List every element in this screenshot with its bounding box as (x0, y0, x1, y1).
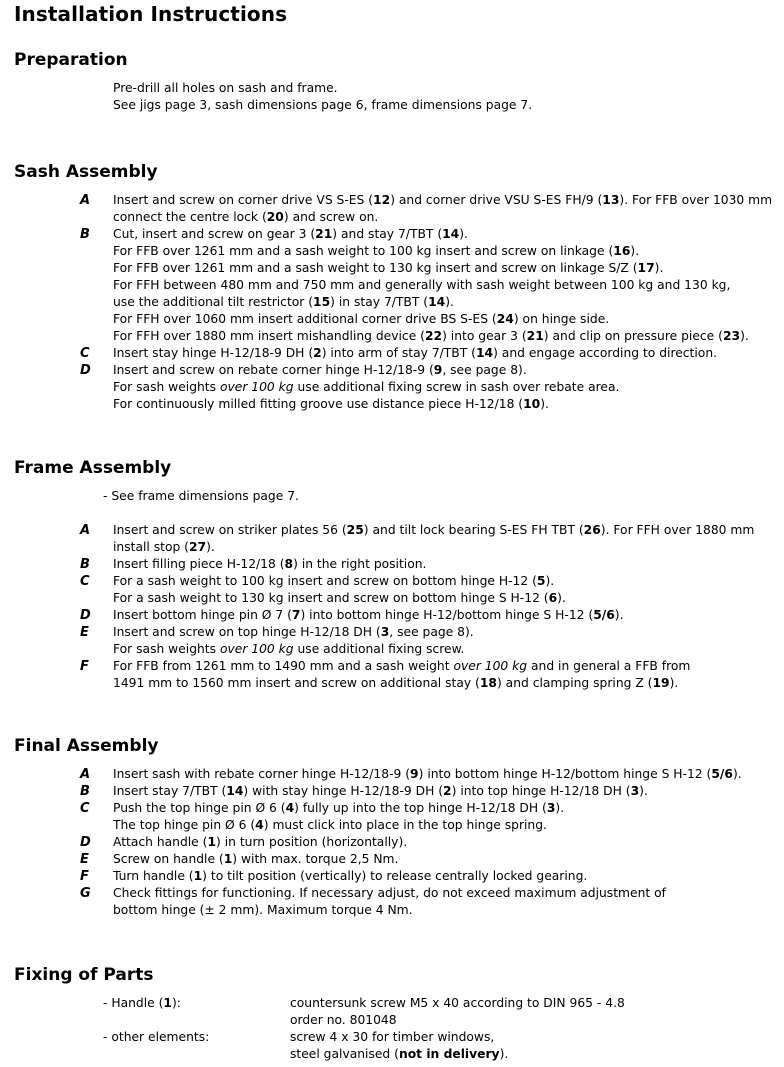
instruction-line: Insert and screw on rebate corner hinge H-12/18-9 (9, see page 8). (113, 363, 527, 377)
other-elements-label: - other elements: (103, 1030, 210, 1044)
instruction-line: Insert filling piece H-12/18 (8) in the right position. (113, 557, 427, 571)
instruction-line: For FFH between 480 mm and 750 mm and generally with sash weight between 100 kg and 130 kg, (113, 278, 731, 292)
frame-note: - See frame dimensions page 7. (103, 489, 299, 503)
instruction-line: Screw on handle (1) with max. torque 2,5 Nm. (113, 852, 399, 866)
instruction-line: The top hinge pin Ø 6 (4) must click into place in the top hinge spring. (113, 818, 547, 832)
instruction-line: Insert stay hinge H-12/18-9 DH (2) into arm of stay 7/TBT (14) and engage according to direction. (113, 346, 718, 360)
other-screw-spec: screw 4 x 30 for timber windows, (290, 1030, 495, 1044)
instruction-line: Insert bottom hinge pin Ø 7 (7) into bottom hinge H-12/bottom hinge S H-12 (5/6). (113, 608, 624, 622)
step-label: D (80, 608, 91, 623)
instruction-line: Turn handle (1) to tilt position (vertically) to release centrally locked gearing. (113, 869, 588, 883)
step-label: E (80, 625, 89, 640)
instruction-line: Attach handle (1) in turn position (horizontally). (113, 835, 408, 849)
step-label: C (80, 574, 90, 589)
instruction-line: For sash weights over 100 kg use additional fixing screw. (113, 642, 465, 656)
instruction-line: For a sash weight to 130 kg insert and screw on bottom hinge S H-12 (6). (113, 591, 566, 605)
instruction-line: Insert and screw on top hinge H-12/18 DH (3, see page 8). (113, 625, 474, 639)
instruction-line: Insert stay 7/TBT (14) with stay hinge H-12/18-9 DH (2) into top hinge H-12/18 DH (3). (113, 784, 648, 798)
instruction-line: use the additional tilt restrictor (15) in stay 7/TBT (14). (113, 295, 454, 309)
preparation-heading: Preparation (14, 50, 128, 70)
step-label: F (80, 659, 89, 674)
instruction-line: install stop (27). (113, 540, 215, 554)
step-label: B (80, 784, 90, 799)
instruction-line: 1491 mm to 1560 mm insert and screw on additional stay (18) and clamping spring Z (19). (113, 676, 679, 690)
instruction-line: Insert and screw on corner drive VS S-ES (12) and corner drive VSU S-ES FH/9 (13). For FFB over 1030 mm (113, 193, 773, 207)
instruction-line: Check fittings for functioning. If necessary adjust, do not exceed maximum adjustment of (113, 886, 666, 900)
fixing-of-parts-heading: Fixing of Parts (14, 965, 154, 985)
step-label: A (80, 767, 91, 782)
frame-assembly-heading: Frame Assembly (14, 458, 172, 478)
instruction-line: For FFB over 1261 mm and a sash weight to 130 kg insert and screw on linkage S/Z (17). (113, 261, 664, 275)
instruction-line: For sash weights over 100 kg use additional fixing screw in sash over rebate area. (113, 380, 620, 394)
instruction-line: bottom hinge (± 2 mm). Maximum torque 4 Nm. (113, 903, 413, 917)
handle-screw-spec: countersunk screw M5 x 40 according to DIN 965 - 4.8 (290, 996, 625, 1010)
step-label: C (80, 346, 90, 361)
step-label: D (80, 835, 91, 850)
step-label: F (80, 869, 89, 884)
other-material-spec: steel galvanised (not in delivery). (290, 1047, 509, 1061)
sash-assembly-heading: Sash Assembly (14, 162, 158, 182)
instruction-line: For a sash weight to 100 kg insert and screw on bottom hinge H-12 (5). (113, 574, 555, 588)
instruction-line: For FFB from 1261 mm to 1490 mm and a sash weight over 100 kg and in general a FFB from (113, 659, 691, 673)
preparation-line: See jigs page 3, sash dimensions page 6, frame dimensions page 7. (113, 98, 533, 112)
preparation-line: Pre-drill all holes on sash and frame. (113, 81, 338, 95)
step-label: C (80, 801, 90, 816)
handle-order-number: order no. 801048 (290, 1013, 397, 1027)
step-label: B (80, 227, 90, 242)
instruction-line: For FFH over 1880 mm insert mishandling device (22) into gear 3 (21) and clip on pressure piece (23). (113, 329, 749, 343)
step-label: A (80, 193, 91, 208)
step-label: E (80, 852, 89, 867)
instruction-line: For continuously milled fitting groove use distance piece H-12/18 (10). (113, 397, 549, 411)
page-title: Installation Instructions (14, 2, 288, 26)
instruction-line: For FFB over 1261 mm and a sash weight to 100 kg insert and screw on linkage (16). (113, 244, 640, 258)
instruction-line: Push the top hinge pin Ø 6 (4) fully up into the top hinge H-12/18 DH (3). (113, 801, 565, 815)
handle-label: - Handle (1): (103, 996, 181, 1010)
instruction-line: For FFH over 1060 mm insert additional corner drive BS S-ES (24) on hinge side. (113, 312, 610, 326)
step-label: G (80, 886, 91, 901)
instruction-line: connect the centre lock (20) and screw on. (113, 210, 379, 224)
instruction-line: Cut, insert and screw on gear 3 (21) and stay 7/TBT (14). (113, 227, 468, 241)
step-label: A (80, 523, 91, 538)
instruction-line: Insert sash with rebate corner hinge H-12/18-9 (9) into bottom hinge H-12/bottom hinge S H-12 (5/6). (113, 767, 742, 781)
final-assembly-heading: Final Assembly (14, 736, 159, 756)
instruction-line: Insert and screw on striker plates 56 (25) and tilt lock bearing S-ES FH TBT (26). For FFH over 1880 mm (113, 523, 755, 537)
step-label: D (80, 363, 91, 378)
step-label: B (80, 557, 90, 572)
